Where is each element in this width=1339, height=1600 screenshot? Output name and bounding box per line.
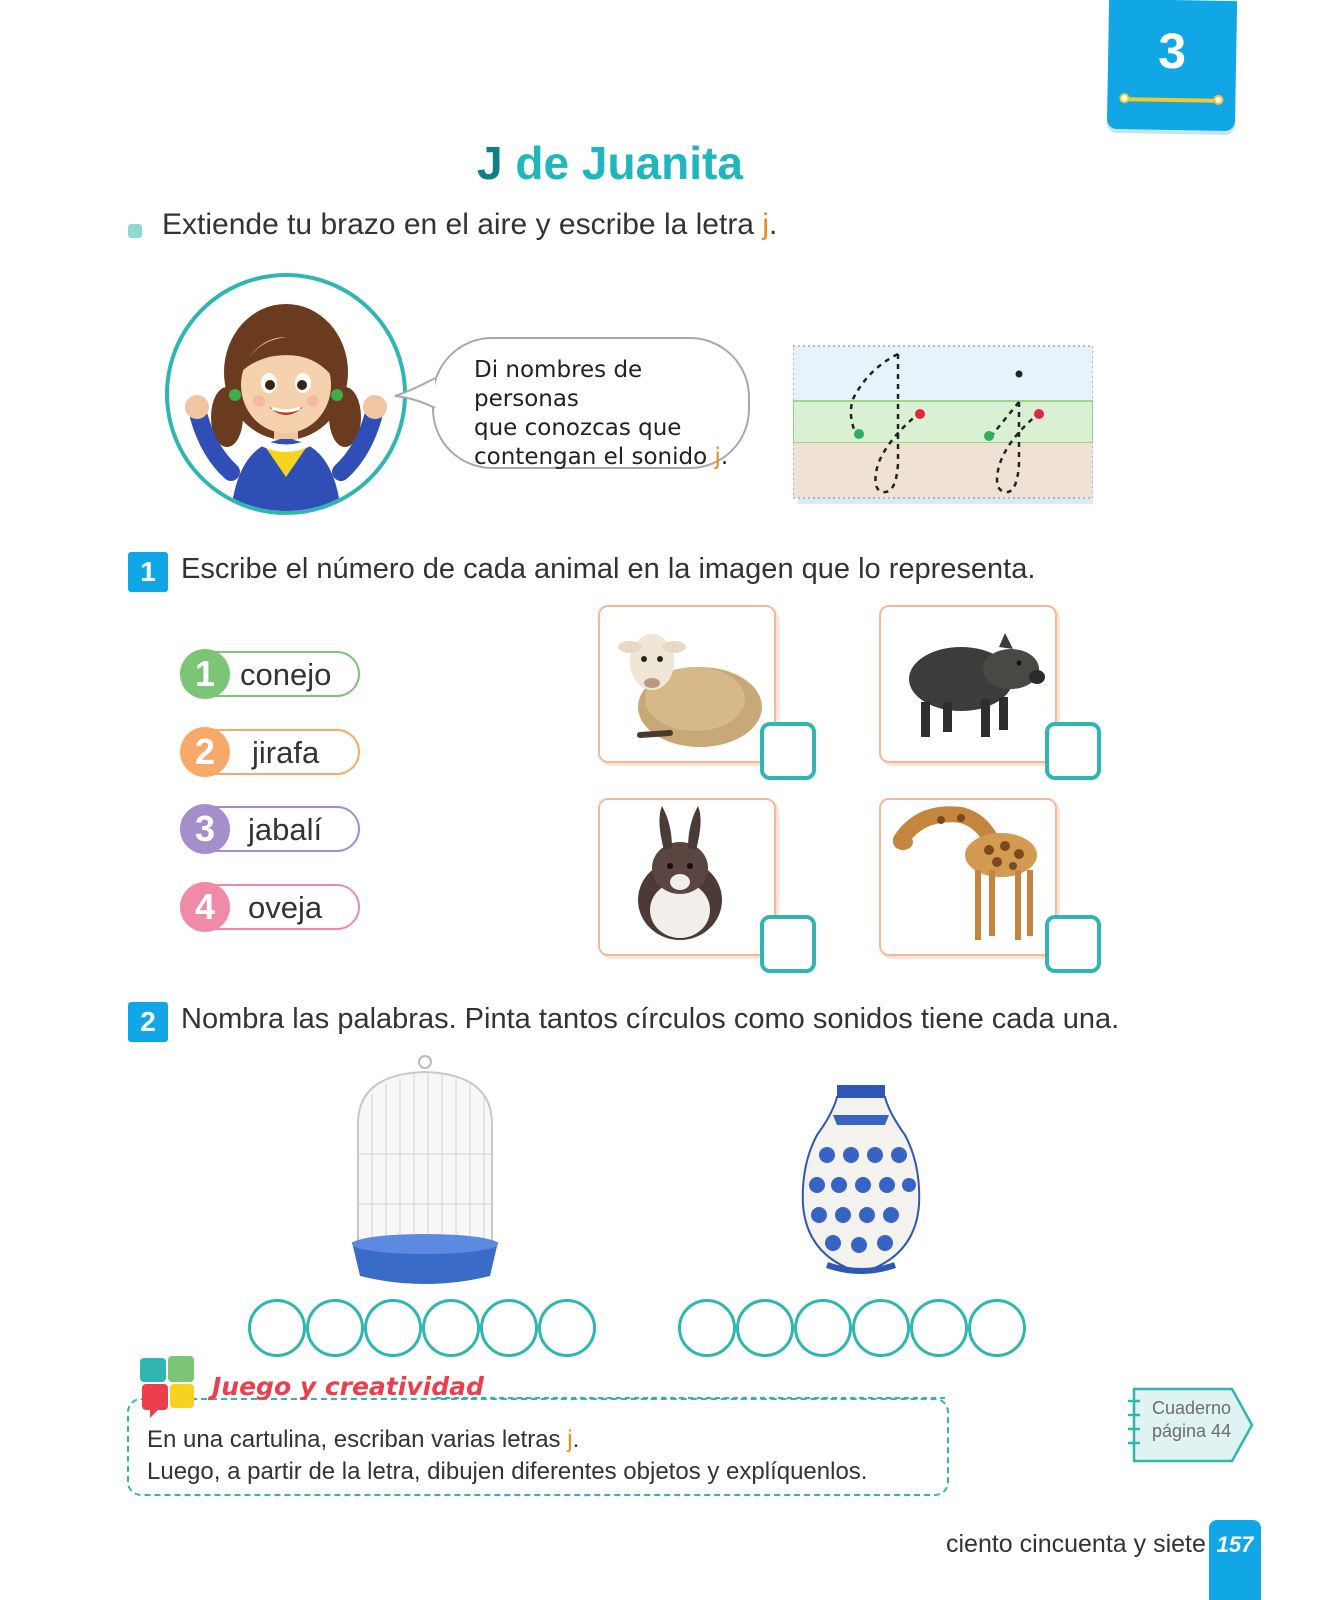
word-pill-jirafa bbox=[182, 729, 360, 775]
answer-box-giraffe[interactable] bbox=[1045, 915, 1101, 973]
exercise-2-instruction: Nombra las palabras. Pinta tantos círculos como sonidos tiene cada una. bbox=[181, 1003, 1120, 1035]
bullet-square bbox=[128, 224, 142, 238]
vase-photo bbox=[797, 1085, 925, 1275]
page-number-words: ciento cincuenta y siete bbox=[946, 1530, 1206, 1558]
letter-j-tracing-guide bbox=[793, 344, 1093, 504]
sound-circle[interactable] bbox=[306, 1299, 364, 1357]
instruction-end: . bbox=[769, 208, 778, 241]
juego-line-2: Luego, a partir de la letra, dibujen diferentes objetos y explíquenlos. bbox=[147, 1458, 868, 1485]
sound-circle[interactable] bbox=[852, 1299, 910, 1357]
page-title bbox=[0, 136, 1220, 190]
title-rest: de Juanita bbox=[502, 137, 743, 189]
sound-circle[interactable] bbox=[480, 1299, 538, 1357]
unit-tab-line bbox=[1123, 97, 1219, 103]
word-pill-jabali bbox=[182, 806, 360, 852]
juego-line-1-text: En una cartulina, escriban varias letras bbox=[147, 1426, 568, 1453]
sound-circle[interactable] bbox=[910, 1299, 968, 1357]
word-number-badge: 4 bbox=[180, 882, 230, 932]
instruction-text bbox=[162, 208, 777, 242]
rabbit-photo bbox=[598, 798, 776, 956]
bubble-line-3-text: contengan el sonido bbox=[474, 444, 715, 470]
juego-letter: j bbox=[567, 1426, 573, 1453]
birdcage-photo bbox=[350, 1054, 500, 1294]
unit-number: 3 bbox=[1157, 22, 1187, 80]
juanita-illustration bbox=[165, 273, 407, 515]
word-label: oveja bbox=[248, 890, 323, 925]
cuaderno-line-2: página 44 bbox=[1152, 1421, 1232, 1441]
page-number: 157 bbox=[1216, 1532, 1254, 1557]
bubble-line-3 bbox=[474, 443, 744, 472]
bubble-line-2: que conozcas que bbox=[474, 415, 682, 441]
sound-circle[interactable] bbox=[248, 1299, 306, 1357]
sheep-photo bbox=[598, 605, 776, 763]
title-letter: J bbox=[477, 137, 503, 189]
cuaderno-text bbox=[1152, 1397, 1231, 1443]
speech-bubble-text bbox=[474, 356, 744, 472]
cuaderno-reference bbox=[1128, 1387, 1256, 1463]
sound-circle[interactable] bbox=[968, 1299, 1026, 1357]
juego-text bbox=[147, 1424, 867, 1488]
unit-tab-dot bbox=[1213, 95, 1223, 105]
sound-circle[interactable] bbox=[538, 1299, 596, 1357]
answer-box-sheep[interactable] bbox=[760, 722, 816, 780]
cuaderno-line-1: Cuaderno bbox=[1152, 1398, 1232, 1418]
bubble-line-1: Di nombres de personas bbox=[474, 357, 643, 412]
page-number-tab bbox=[1209, 1520, 1261, 1600]
juego-line-1 bbox=[147, 1424, 867, 1456]
word-label: jabalí bbox=[248, 812, 323, 847]
sound-circle[interactable] bbox=[678, 1299, 736, 1357]
unit-tab-dot bbox=[1119, 93, 1129, 103]
word-pill-conejo bbox=[182, 651, 360, 697]
juego-title-dashed-line bbox=[436, 1396, 948, 1400]
sound-circle[interactable] bbox=[364, 1299, 422, 1357]
word-label: jirafa bbox=[252, 735, 320, 770]
word-pill-oveja bbox=[182, 884, 360, 930]
giraffe-photo bbox=[879, 798, 1057, 956]
answer-box-boar[interactable] bbox=[1045, 722, 1101, 780]
word-number-badge: 1 bbox=[180, 649, 230, 699]
word-number-badge: 2 bbox=[180, 727, 230, 777]
bubble-letter: j bbox=[714, 444, 721, 470]
exercise-1-number: 1 bbox=[128, 552, 168, 592]
exercise-2-number: 2 bbox=[128, 1002, 168, 1042]
sound-circle[interactable] bbox=[794, 1299, 852, 1357]
sound-circle[interactable] bbox=[422, 1299, 480, 1357]
word-number-badge: 3 bbox=[180, 804, 230, 854]
exercise-1-instruction: Escribe el número de cada animal en la imagen que lo representa. bbox=[181, 553, 1036, 585]
unit-tab bbox=[1107, 0, 1237, 131]
juego-title: Juego y creatividad bbox=[212, 1372, 484, 1401]
bubble-end: . bbox=[720, 444, 729, 470]
answer-box-rabbit[interactable] bbox=[760, 915, 816, 973]
speech-bubble-tail bbox=[393, 376, 437, 412]
boar-photo bbox=[879, 605, 1057, 763]
puzzle-icon bbox=[136, 1352, 200, 1418]
word-label: conejo bbox=[240, 657, 332, 692]
instruction-letter: j bbox=[762, 208, 769, 241]
instruction-main: Extiende tu brazo en el aire y escribe la letra bbox=[162, 208, 763, 241]
sound-circle[interactable] bbox=[736, 1299, 794, 1357]
juego-end: . bbox=[572, 1426, 580, 1453]
